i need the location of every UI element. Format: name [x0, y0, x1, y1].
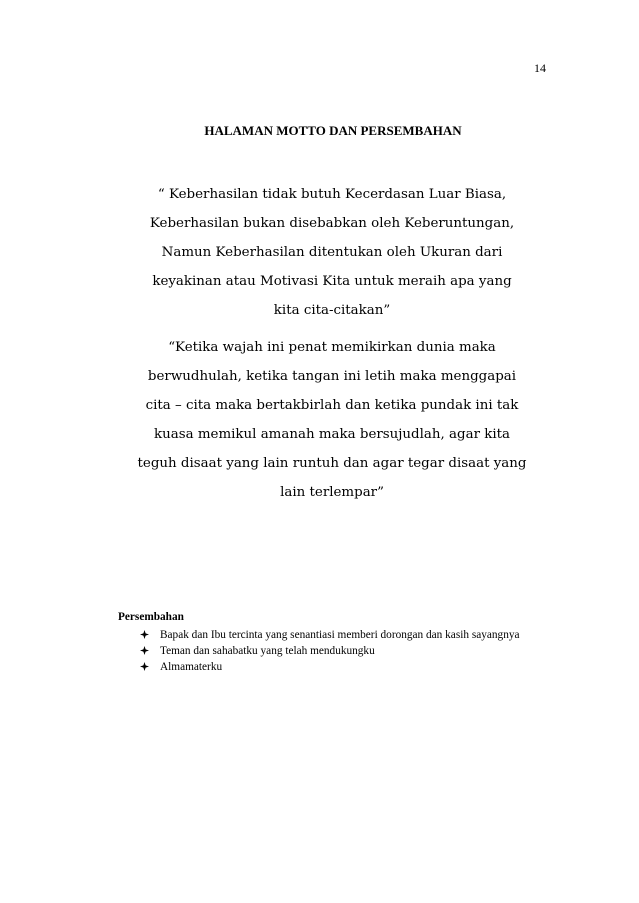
motto-line: kuasa memikul amanah maka bersujudlah, agar kita — [153, 427, 510, 442]
motto-quote-2 — [112, 333, 552, 507]
list-item — [118, 659, 550, 675]
page-title: HALAMAN MOTTO DAN PERSEMBAHAN — [204, 123, 462, 138]
four-diamond-bullet-icon — [140, 662, 149, 671]
four-diamond-bullet-icon — [140, 630, 149, 639]
motto-line: Namun Keberhasilan ditentukan oleh Ukuran dari — [161, 245, 503, 260]
dedication-item-text: Bapak dan Ibu tercinta yang senantiasi memberi dorongan dan kasih sayangnya — [160, 629, 520, 641]
motto-line: teguh disaat yang lain runtuh dan agar tegar disaat yang — [137, 456, 527, 471]
motto-line: “Ketika wajah ini penat memikirkan dunia maka — [168, 340, 496, 355]
list-item — [118, 643, 550, 659]
dedication-section — [118, 609, 550, 675]
dedication-item-text: Almamaterku — [160, 661, 223, 673]
dedication-heading: Persembahan — [118, 611, 184, 623]
motto-line: cita – cita maka bertakbirlah dan ketika pundak ini tak — [145, 398, 519, 413]
motto-line: Keberhasilan bukan disebabkan oleh Keberuntungan, — [149, 216, 515, 231]
motto-line: berwudhulah, ketika tangan ini letih maka menggapai — [147, 369, 517, 384]
four-diamond-bullet-icon — [140, 646, 149, 655]
dedication-list — [118, 627, 550, 675]
motto-line: kita cita-citakan” — [273, 303, 391, 318]
motto-quote-1 — [112, 180, 552, 325]
motto-line: “ Keberhasilan tidak butuh Kecerdasan Luar Biasa, — [157, 187, 507, 202]
motto-line: lain terlempar” — [280, 485, 384, 500]
dedication-item-text: Teman dan sahabatku yang telah mendukungku — [160, 645, 375, 657]
motto-line: keyakinan atau Motivasi Kita untuk meraih apa yang — [152, 274, 512, 289]
list-item — [118, 627, 550, 643]
page-number: 14 — [534, 61, 546, 75]
